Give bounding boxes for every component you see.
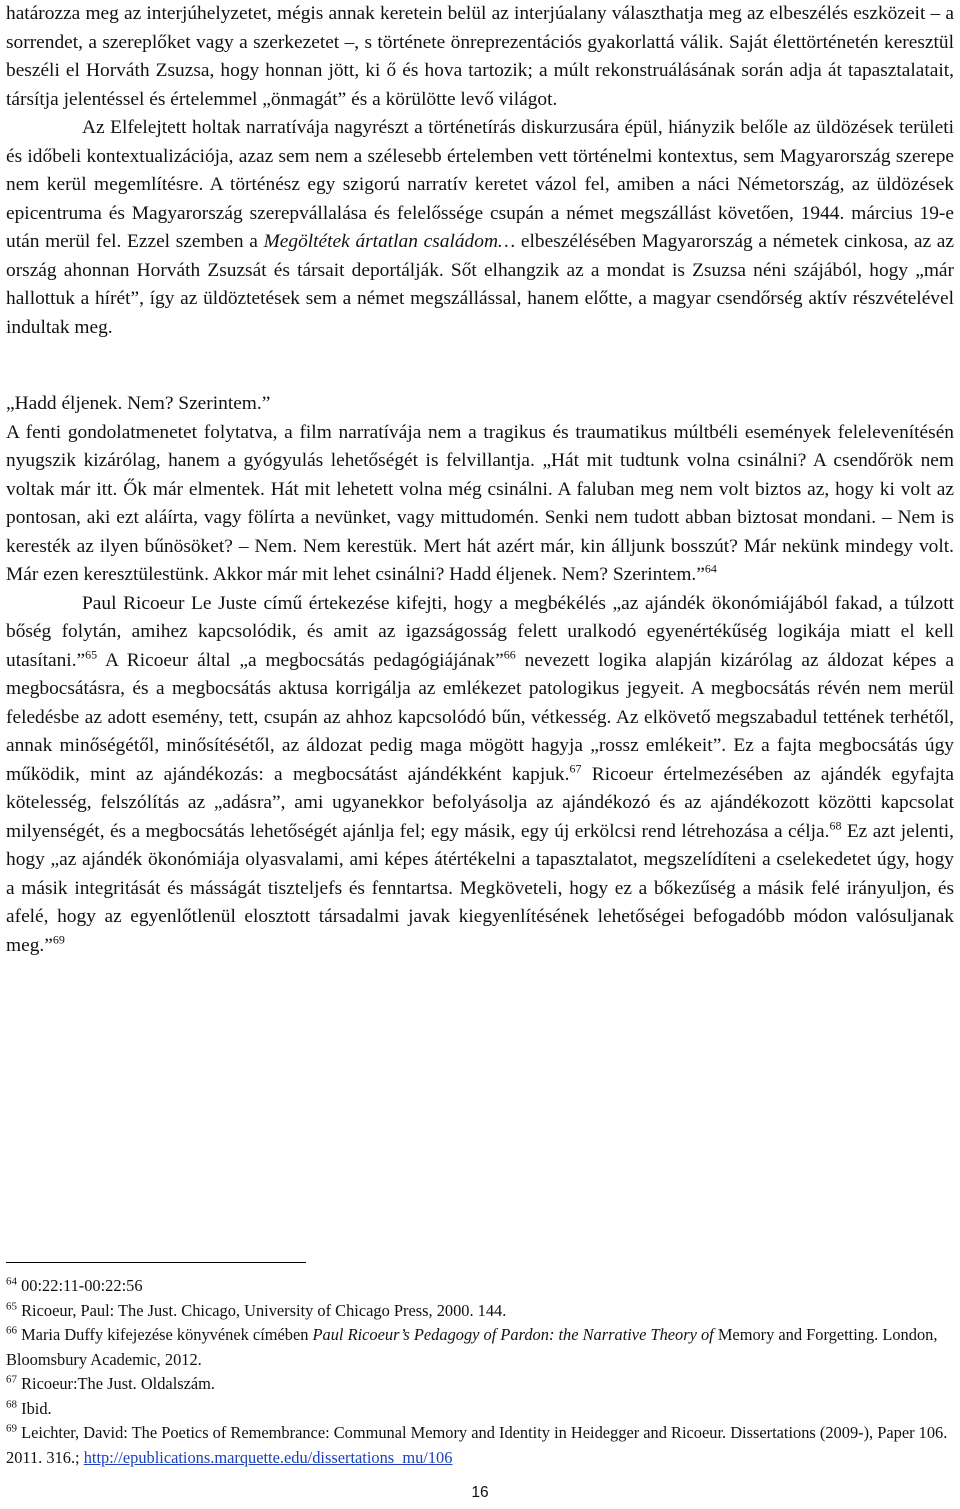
footnote-67: [6, 1372, 954, 1397]
footnote-ref-66[interactable]: 66: [503, 647, 516, 662]
footnote-ref-65[interactable]: 65: [85, 647, 98, 662]
footnote-number: 67: [6, 1373, 17, 1386]
paragraph-5-text-e: Ez azt jelenti, hogy „az ajándék ökonómiája olyasvalami, ami képes átértékelni a tapasztalatot, megszelídíteni a cselekedetet úgy, hogy a másik integritását és másságát tiszteljefs és fenntartsa. Megköveteli, hogy ez a bőkezűség a másik felé irányuljon, és afelé, hogy az egyenlőtlenül elosztott társadalmi javak kiegyenlítésének lehetőségei befogadóbb módon valósuljanak meg.”: [6, 820, 954, 956]
footnote-64: [6, 1274, 954, 1299]
page-number: 16: [471, 1484, 489, 1501]
footnote-separator: [6, 1262, 306, 1263]
section-heading-quote: „Hadd éljenek. Nem? Szerintem.”: [6, 393, 271, 414]
footnote-66: [6, 1323, 954, 1372]
footnote-number: 64: [6, 1275, 17, 1288]
paragraph-5: [6, 590, 954, 961]
footnote-text: Ricoeur:The Just. Oldalszám.: [21, 1374, 216, 1393]
paragraph-5-text-d: Ricoeur értelmezésében az ajándék egyfajta kötelesség, felszólítás az „adásra”, ami ugyanekkor befolyásolja az ajándékozó és az ajándékozott közötti kapcsolat milyenségét, és a megbocsátás lehetőségét ajánlja fel; egy másik, egy új erkölcsi rend létrehozása a célja.: [6, 763, 954, 842]
footnote-number: 66: [6, 1324, 17, 1337]
footnote-number: 68: [6, 1398, 17, 1411]
footnote-number: 69: [6, 1422, 17, 1435]
footnote-text: Leichter, David: The Poetics of Remembrance: Communal Memory and Identity in Heidegger and Ricoeur. Dissertations (2009-), Paper 106. 2011. 316.;: [6, 1423, 948, 1467]
paragraph-gap: [6, 342, 954, 390]
footnote-number: 65: [6, 1300, 17, 1313]
footnote-65: [6, 1299, 954, 1324]
footnote-book-title: Paul Ricoeur’s Pedagogy of Pardon: the Narrative Theory of: [312, 1325, 714, 1344]
footnote-ref-68[interactable]: 68: [829, 818, 842, 833]
film-title: Megöltétek ártatlan családom…: [263, 231, 516, 252]
paragraph-5-text-a: Paul Ricoeur Le Juste című értekezése kifejti, hogy a megbékélés „az ajándék ökonómiájából fakad, a túlzott bőség folytán, amihez kapcsolódik, és amit az igazságosság felett uralkodó egyenértékűség logikája miatt el kell utasítani.”: [6, 592, 954, 671]
footnote-69: [6, 1421, 954, 1470]
footnote-text: Ibid.: [21, 1398, 52, 1418]
footnote-ref-67[interactable]: 67: [569, 761, 582, 776]
paragraph-5-text-c: nevezett logika alapján kizárólag az áldozat képes a megbocsátásra, és a megbocsátás aktusa korrigálja az emlékezet patologikus jegyeit. A megbocsátás révén nem merül feledésbe az adott esemény, tett, csupán az ahhoz kapcsolódó bűn, vétkesség. Az elkövető megszabadul tettének terhétől, annak minőségétől, minősítésétől, az áldozat pedig maga mögött hagyja „rossz emlékeit”. Ez a fajta megbocsátás úgy működik, mint az ajándékozás: a megbocsátást ajándékként kapjuk.: [6, 649, 955, 785]
paragraph-4: [6, 419, 954, 590]
footnote-text: 00:22:11-00:22:56: [21, 1276, 143, 1295]
footnote-text: Ricoeur, Paul: The Just. Chicago, University of Chicago Press, 2000. 144.: [21, 1300, 507, 1320]
paragraph-5-text-b: A Ricoeur által „a megbocsátás pedagógiájának”: [97, 649, 504, 671]
paragraph-1: határozza meg az interjúhelyzetet, mégis annak keretein belül az interjúalany választhatja meg az elbeszélés eszközeit – a sorrendet, a szereplőket vagy a szerkezetet –, s története önreprezentációs gyakorlattá válik. Saját élettörténetén keresztül beszéli el Horváth Zsuzsa, hogy honnan jött, ki ő és hova tartozik; a múlt rekonstruálásának során adja át tapasztalatait, társítja jelentéssel és értelemmel „önmagát” és a körülötte levő világot.: [6, 3, 954, 110]
paragraph-2-text-b: elbeszélésében Magyarország a németek cinkosa, az az ország ahonnan Horváth Zsuzsát és társait deportálják. Sőt elhangzik az a mondat is Zsuzsa néni szájából, hogy „már hallottuk a hírét”, így az üldöztetések sem a német megszállással, hanem előtte, a magyar csendőrség aktív részvételével indultak meg.: [6, 231, 954, 338]
footnote-ref-64[interactable]: 64: [704, 561, 717, 576]
paragraph-2-text-a: Az Elfelejtett holtak narratívája nagyrészt a történetírás diskurzusára épül, hiányzik belőle az üldözések területi és időbeli kontextualizációja, azaz sem nem a szélesebb értelemben vett történelmi kontextus, sem Magyarország szerepe nem kerül megemlítésre. A történész egy szigorú narratív keretet vázol fel, amiben a náci Németország, az üldözések epicentruma és Magyarország szerepvállalása és felelőssége csupán a német megszállást követően, 1944. március 19-e után merül fel. Ezzel szemben a: [6, 117, 954, 252]
footnotes: [6, 1274, 954, 1470]
paragraph-4-text: A fenti gondolatmenetet folytatva, a film narratívája nem a tragikus és traumatikus múltbéli események felelevenítésén nyugszik kizárólag, hanem a gyógyulás lehetőségét is felvillantja. „Hát mit tudtunk volna csinálni? A csendőrök nem voltak már itt. Ők már elmentek. Hát mit lehetett volna még csinálni. A faluban meg nem volt biztos az, hogy ki volt az pontosan, aki ezt aláírta, vagy fölírta a nevünket, vagy mittudomén. Senki nem tudott abban biztosat mondani. – Nem is keresték az ilyen bűnösöket? – Nem. Nem kerestük. Mert hát azért már, kin álljunk bosszút? Már nekünk mindegy volt. Már ezen keresztülestünk. Akkor már mit lehet csinálni? Hadd éljenek. Nem? Szerintem.”: [6, 421, 954, 585]
paragraph-2: [6, 114, 954, 342]
body-text: [6, 0, 954, 960]
dissertation-link[interactable]: http://epublications.marquette.edu/dissertations_mu/106: [83, 1447, 453, 1467]
footnote-ref-69[interactable]: 69: [52, 932, 65, 947]
footnote-68: [6, 1397, 954, 1422]
footnote-text: Memory and Forgetting. London, Bloomsbury Academic, 2012.: [6, 1325, 938, 1369]
footnote-text: Maria Duffy kifejezése könyvének címében: [21, 1325, 313, 1344]
